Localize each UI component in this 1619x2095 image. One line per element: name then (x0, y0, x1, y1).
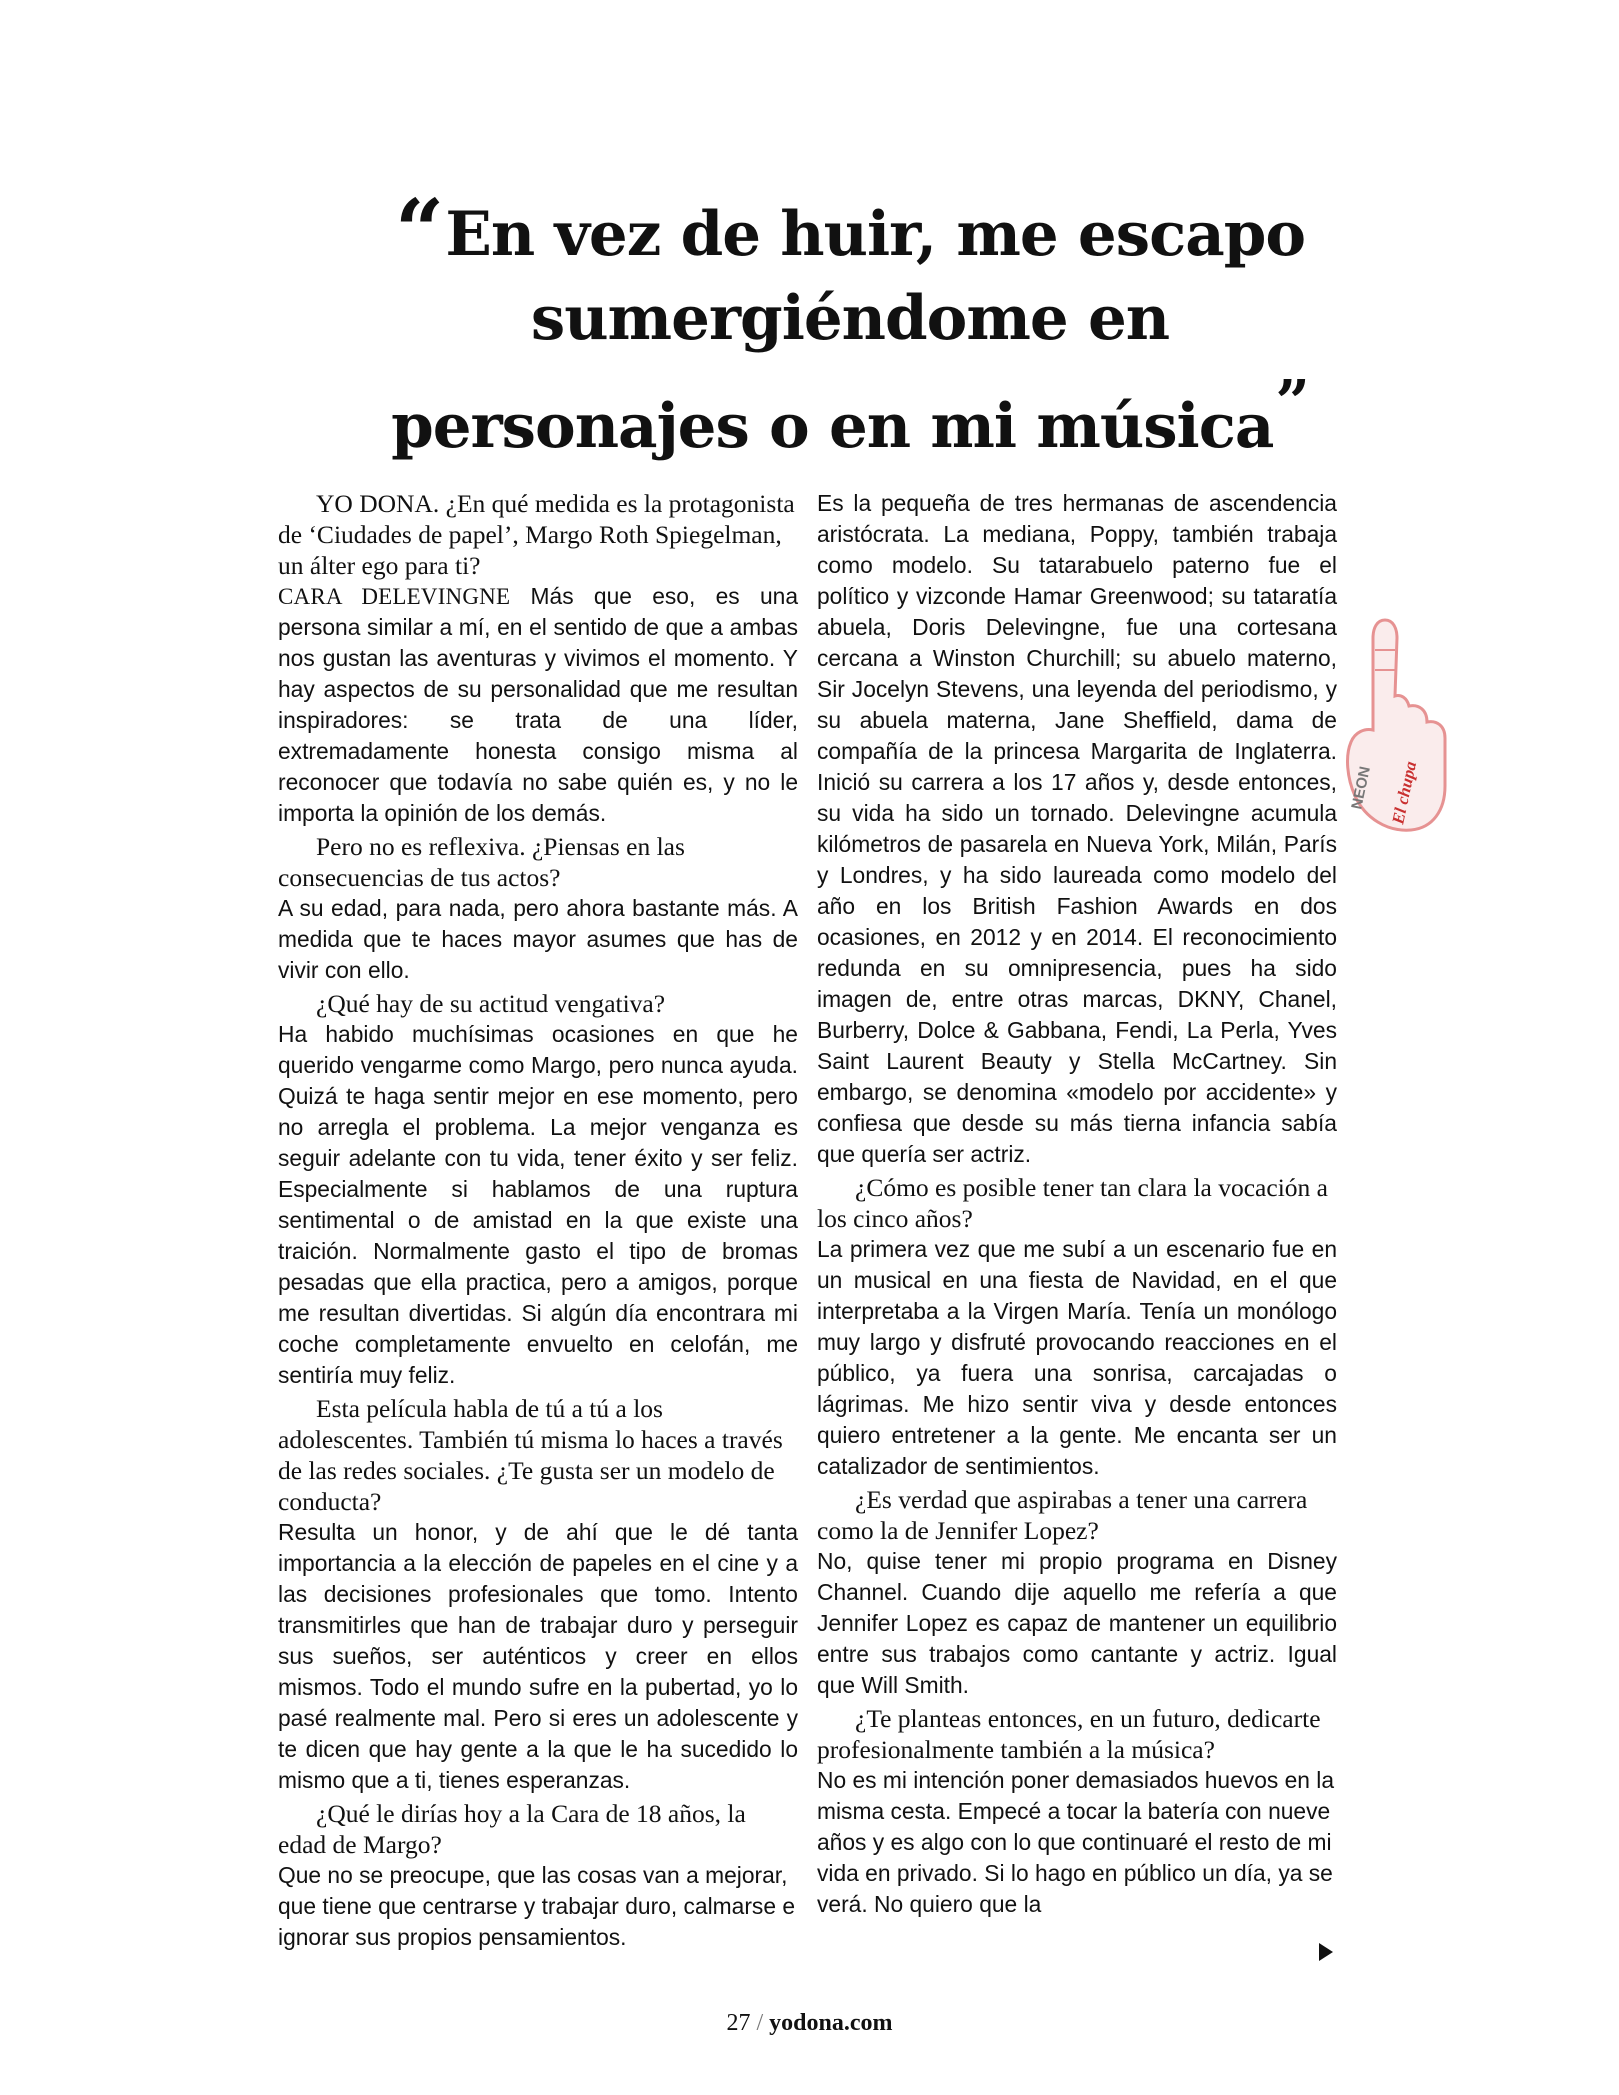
speaker-label: CARA DELEVINGNE (278, 584, 511, 609)
answer-7: No, quise tener mi propio programa en Disney Channel. Cuando dije aquello me refería a que Jennifer Lopez es capaz de mantener un equilibrio entre sus trabajos como cantante y actriz. Igual que Will Smith. (817, 1548, 1337, 1698)
answer-5: Que no se preocupe, que las cosas van a mejorar, que tiene que centrarse y trabajar duro, calmarse e ignorar sus propios pensamientos. (278, 1862, 796, 1950)
answer-1-text: Más que eso, es una persona similar a mí, en el sentido de que a ambas nos gustan las aventuras y vivimos el momento. Y hay aspectos de su personalidad que me resultan inspiradores: se trata de una líder, extremadamente honesta consigo misma al reconocer que todavía no sabe quién es, y no le importa la opinión de los demás. (278, 583, 798, 826)
bio-paragraph: Es la pequeña de tres hermanas de ascendencia aristócrata. La mediana, Poppy, también trabaja como modelo. Su tatarabuelo paterno fue el político y vizconde Hamar Greenwood; su tataratía abuela, Doris Delevingne, fue una cortesana cercana a Winston Churchill; su abuelo materno, Sir Jocelyn Stevens, una leyenda del periodismo, y su abuela materna, Jane Sheffield, dama de compañía de la princesa Margarita de Inglaterra. Inició su carrera a los 17 años y, desde entonces, su vida ha sido un tornado. Delevingne acumula kilómetros de pasarela en Nueva York, Milán, París y Londres, y ha sido laureada como modelo del año en los British Fashion Awards en dos ocasiones, en 2012 y en 2014. El reconocimiento redunda en su omnipresencia, pues ha sido imagen de, entre otras marcas, DKNY, Chanel, Burberry, Dolce & Gabbana, Fendi, La Perla, Yves Saint Laurent Beauty y Stella McCartney. Sin embargo, se denomina «modelo por accidente» y confiesa que desde su más tierna infancia sabía que quería ser actriz. (817, 490, 1337, 1167)
continue-arrow-icon (1319, 1943, 1333, 1961)
qa-block-1 (278, 488, 798, 829)
qa-block-4 (278, 1393, 798, 1796)
headline-line-2: sumergiéndome en (530, 283, 1170, 354)
question-7: ¿Es verdad que aspirabas a tener una carrera como la de Jennifer Lopez? (817, 1485, 1308, 1545)
neon-finger-stamp-icon (1325, 610, 1455, 840)
answer-8: No es mi intención poner demasiados huevos en la misma cesta. Empecé a tocar la batería con nueve años y es algo con lo que continuaré el resto de mi vida en privado. Si lo hago en público un día, ya se verá. No quiero que la (817, 1767, 1335, 1917)
stamp-top-text: NEON (1348, 764, 1374, 811)
magazine-label: YO DONA. (316, 489, 440, 518)
question-4: Esta película habla de tú a tú a los adolescentes. También tú misma lo haces a través de las redes sociales. ¿Te gusta ser un modelo de conducta? (278, 1394, 783, 1516)
stamp-side-text: El chupa (1388, 759, 1421, 826)
qa-block-7 (817, 1484, 1337, 1701)
qa-block-2 (278, 831, 798, 986)
question-2: Pero no es reflexiva. ¿Piensas en las consecuencias de tus actos? (278, 832, 685, 892)
headline-line-1 (360, 181, 1340, 282)
question-1 (278, 488, 798, 581)
left-column (278, 488, 798, 1955)
qa-block-6 (817, 1172, 1337, 1482)
headline-line-1-text: En vez de huir, me escapo (445, 199, 1306, 270)
answer-3: Ha habido muchísimas ocasiones en que he querido vengarme como Margo, pero nunca ayuda. Quizá te haga sentir mejor en ese momento, pero no arregla el problema. La mejor venganza es seguir adelante con tu vida, tener éxito y ser feliz. Especialmente si hablamos de una ruptura sentimental o de amistad en la que existe una traición. Normalmente gasto el tipo de bromas pesadas que ella practica, pero a amigos, porque me resultan divertidas. Si algún día encontrara mi coche completamente envuelto en celofán, me sentiría muy feliz. (278, 1021, 798, 1388)
question-3: ¿Qué hay de su actitud vengativa? (316, 989, 666, 1018)
bio-block (817, 488, 1337, 1170)
right-column (817, 488, 1337, 1922)
question-6: ¿Cómo es posible tener tan clara la vocación a los cinco años? (817, 1173, 1328, 1233)
qa-block-8 (817, 1703, 1337, 1920)
headline (360, 181, 1340, 469)
answer-6: La primera vez que me subí a un escenario fue en un musical en una fiesta de Navidad, en el que interpretaba a la Virgen María. Tenía un monólogo muy largo y disfruté provocando reacciones en el público, ya fuera una sonrisa, carcajadas o lágrimas. Me hizo sentir viva y desde entonces quiero entretener a la gente. Me encanta ser un catalizador de sentimientos. (817, 1236, 1337, 1479)
question-1-text: ¿En qué medida es la protagonista de ‘Ciudades de papel’, Margo Roth Spiegelman, un álter ego para ti? (278, 489, 795, 580)
site-name: yodona.com (769, 2010, 893, 2036)
close-quote-mark: ” (1275, 368, 1309, 438)
page-number: 27 (726, 2010, 751, 2036)
page-footer (0, 2010, 1619, 2037)
question-8: ¿Te planteas entonces, en un futuro, dedicarte profesionalmente también a la música? (817, 1704, 1321, 1764)
headline-line-3-text: personajes o en mi música (391, 391, 1274, 462)
answer-1 (278, 581, 798, 829)
answer-4: Resulta un honor, y de ahí que le dé tanta importancia a la elección de papeles en el cine y a las decisiones profesionales que tomo. Intento transmitirles que han de trabajar duro y perseguir sus sueños, ser auténticos y creer en ellos mismos. Todo el mundo sufre en la pubertad, yo lo pasé realmente mal. Pero si eres un adolescente y te dicen que hay gente a la que le ha sucedido lo mismo que a ti, tienes esperanzas. (278, 1519, 798, 1793)
footer-separator: / (756, 2010, 764, 2036)
open-quote-mark: “ (394, 181, 444, 282)
qa-block-3 (278, 988, 798, 1391)
headline-line-3 (360, 361, 1340, 469)
answer-2: A su edad, para nada, pero ahora bastante más. A medida que te haces mayor asumes que has de vivir con ello. (278, 895, 798, 983)
qa-block-5 (278, 1798, 798, 1953)
question-5: ¿Qué le dirías hoy a la Cara de 18 años, la edad de Margo? (278, 1799, 746, 1859)
